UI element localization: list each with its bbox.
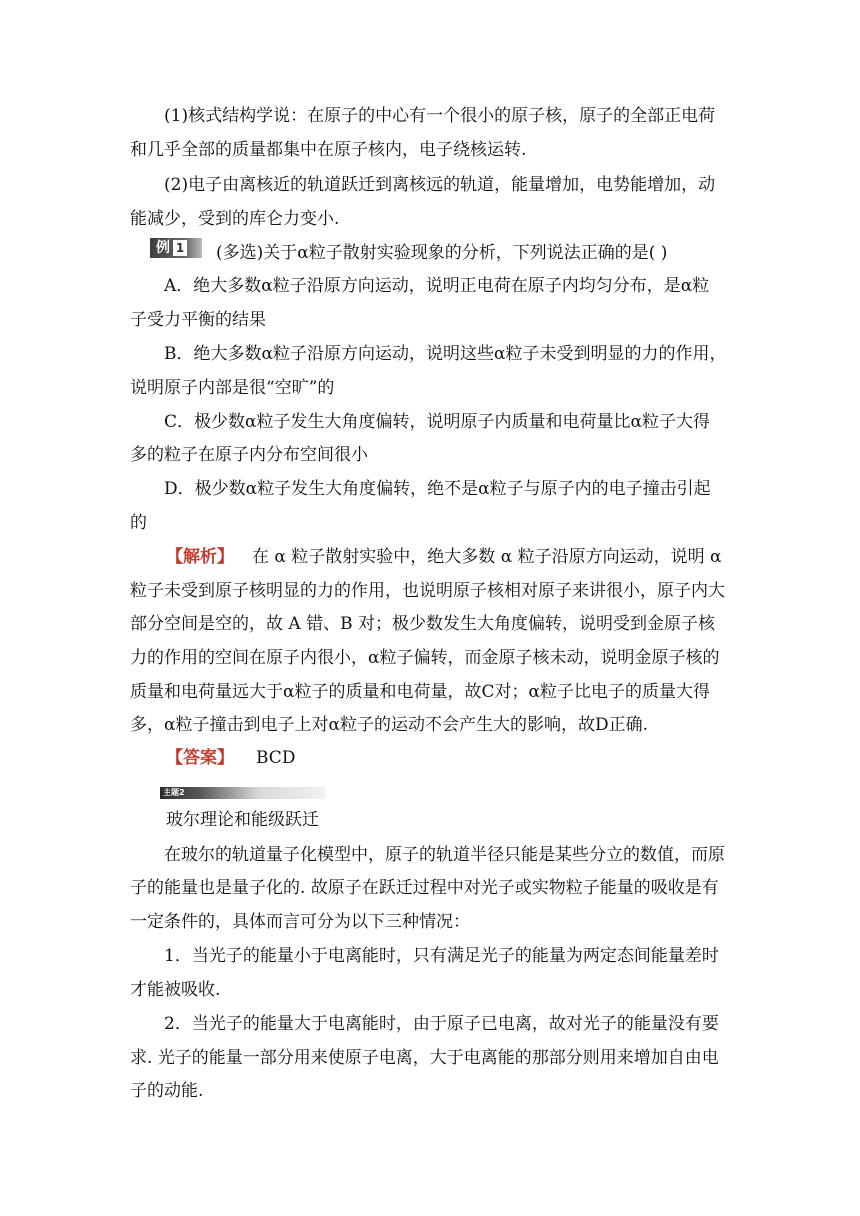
body-line-2: 子的能量也是量子化的. 故原子在跃迁过程中对光子或实物粒子能量的吸收是有: [130, 878, 719, 898]
theme-tag-bar: [160, 787, 325, 799]
answer-line: [166, 746, 730, 770]
item-2-line-2: 求. 光子的能量一部分用来使原子电离，大于电离能的那部分则用来增加自由电: [130, 1048, 719, 1068]
item-1-line-1: 1．当光子的能量小于电离能时，只有满足光子的能量为两定态间能量差时: [164, 946, 719, 966]
example-badge-number: 1: [173, 240, 187, 256]
option-a-line-1: A．绝大多数α粒子沿原方向运动，说明正电荷在原子内均匀分布，是α粒: [164, 276, 710, 296]
option-d-line-1: D．极少数α粒子发生大角度偏转，绝不是α粒子与原子内的电子撞击引起: [164, 479, 711, 499]
analysis-line-4: 力的作用的空间在原子内很小，α粒子偏转，而金原子核未动，说明金原子核的: [130, 648, 720, 668]
example-badge-text: 例: [156, 240, 170, 256]
option-b-line-1: B．绝大多数α粒子沿原方向运动，说明这些α粒子未受到明显的力的作用，: [164, 344, 727, 364]
analysis-label: 【解析】: [166, 547, 234, 567]
option-c-line-1: C．极少数α粒子发生大角度偏转，说明原子内质量和电荷量比α粒子大得: [164, 412, 710, 432]
analysis-line-3: 部分空间是空的，故 A 错、B 对；极少数发生大角度偏转，说明受到金原子核: [130, 614, 715, 634]
theme-title: 玻尔理论和能级跃迁: [166, 810, 319, 830]
notes-line-4: 能减少，受到的库仑力变小.: [130, 209, 340, 229]
analysis-line-5: 质量和电荷量远大于α粒子的质量和电荷量，故C对；α粒子比电子的质量大得: [130, 682, 710, 702]
body-line-1: 在玻尔的轨道量子化模型中，原子的轨道半径只能是某些分立的数值，而原: [164, 845, 725, 865]
option-a-line-2: 子受力平衡的结果: [130, 310, 266, 330]
item-2-line-1: 2．当光子的能量大于电离能时，由于原子已电离，故对光子的能量没有要: [164, 1014, 719, 1034]
option-b-line-2: 说明原子内部是很“空旷”的: [130, 378, 335, 398]
answer-label: 【答案】: [166, 748, 234, 768]
answer-value: BCD: [256, 748, 296, 768]
body-line-3: 一定条件的，具体而言可分为以下三种情况：: [130, 912, 470, 932]
item-2-line-3: 子的动能.: [130, 1081, 204, 1101]
analysis-line-1: [166, 545, 730, 569]
notes-line-2: 和几乎全部的质量都集中在原子核内，电子绕核运转.: [130, 140, 527, 160]
theme-tag: 主题2: [163, 788, 185, 797]
notes-line-1: (1)核式结构学说：在原子的中心有一个很小的原子核，原子的全部正电荷: [164, 106, 716, 126]
analysis-line-2: 粒子未受到原子核明显的力的作用，也说明原子核相对原子来讲很小，原子内大: [130, 581, 725, 601]
analysis-line-6: 多，α粒子撞击到电子上对α粒子的运动不会产生大的影响，故D正确.: [130, 715, 648, 735]
example-question: (多选)关于α粒子散射实验现象的分析，下列说法正确的是( ): [216, 243, 668, 263]
example-badge: [150, 238, 202, 258]
item-1-line-2: 才能被吸收.: [130, 980, 221, 1000]
option-c-line-2: 多的粒子在原子内分布空间很小: [130, 445, 368, 465]
option-d-line-2: 的: [130, 513, 147, 533]
notes-line-3: (2)电子由离核近的轨道跃迁到离核远的轨道，能量增加，电势能增加，动: [164, 175, 716, 195]
analysis-text-1: 在 α 粒子散射实验中，绝大多数 α 粒子沿原方向运动，说明 α: [252, 547, 722, 567]
